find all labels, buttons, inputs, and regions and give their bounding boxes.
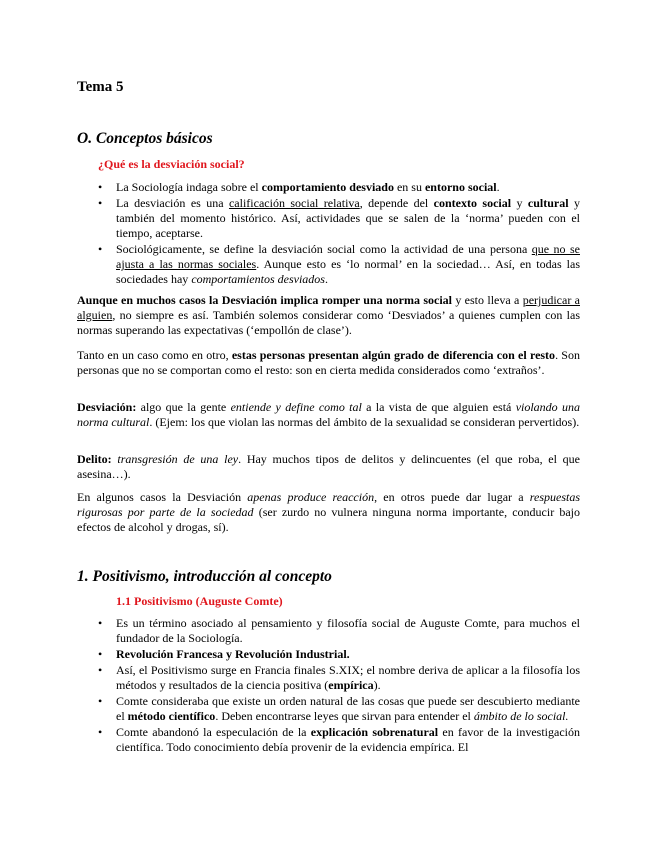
bullet-icon: • bbox=[98, 616, 103, 630]
bullet-list-positivismo bbox=[95, 616, 580, 756]
paragraph-reaccion: En algunos casos la Desviación apenas produce reacción, en otros puede dar lugar a respuestas rigurosas por parte de la sociedad (ser zurdo no vulnera ninguna norma importante, conducir bajo efectos de alcohol y drogas, sí). bbox=[77, 490, 580, 534]
page-title: Tema 5 bbox=[77, 79, 124, 95]
list-item: • La desviación es una calificación social relativa, depende del contexto social y cultural y también del momento histórico. Así, actividades que se salen de la ‘norma’ pueden con el tiempo, aceptarse. bbox=[98, 196, 581, 240]
section-heading-positivismo: 1. Positivismo, introducción al concepto bbox=[77, 568, 332, 585]
list-item: • Revolución Francesa y Revolución Industrial. bbox=[98, 647, 350, 661]
paragraph-desviacion-def: Desviación: algo que la gente entiende y define como tal a la vista de que alguien está violando una norma cultural. (Ejem: los que violan las normas del ámbito de la sexualidad se consideran pervertidos). bbox=[77, 400, 581, 429]
section-heading-conceptos: O. Conceptos básicos bbox=[77, 130, 213, 147]
bullet-icon: • bbox=[98, 242, 103, 256]
bullet-icon: • bbox=[98, 694, 103, 708]
subheading-desviacion: ¿Qué es la desviación social? bbox=[98, 157, 245, 171]
list-item: • Es un término asociado al pensamiento y filosofía social de Auguste Comte, para muchos el fundador de la Sociología. bbox=[98, 616, 580, 645]
list-item: • Así, el Positivismo surge en Francia finales S.XIX; el nombre deriva de aplicar a la filosofía los métodos y resultados de la ciencia positiva (empírica). bbox=[98, 663, 580, 692]
bullet-icon: • bbox=[98, 725, 103, 739]
paragraph-delito-def: Delito: transgresión de una ley. Hay muchos tipos de delitos y delincuentes (el que roba, el que asesina…). bbox=[77, 452, 580, 481]
bullet-icon: • bbox=[98, 196, 103, 210]
bullet-icon: • bbox=[98, 180, 103, 194]
subheading-positivismo: 1.1 Positivismo (Auguste Comte) bbox=[116, 594, 283, 608]
list-item: • Sociológicamente, se define la desviación social como la actividad de una persona que no se ajusta a las normas sociales. Aunque esto es ‘lo normal’ en la sociedad… Así, en todas las sociedades hay comportamientos desviados. bbox=[98, 242, 581, 286]
bullet-list-desviacion bbox=[95, 180, 580, 288]
list-item: • Comte abandonó la especulación de la explicación sobrenatural en favor de la investigación científica. Todo conocimiento debía provenir de la evidencia empírica. El bbox=[98, 725, 580, 754]
list-item: • Comte consideraba que existe un orden natural de las cosas que puede ser descubierto mediante el método científico. Deben encontrarse leyes que sirvan para entender el ámbito de lo social. bbox=[98, 694, 580, 723]
bullet-icon: • bbox=[98, 663, 103, 677]
bullet-icon: • bbox=[98, 647, 103, 661]
paragraph-tanto: Tanto en un caso como en otro, estas personas presentan algún grado de diferencia con el resto. Son personas que no se comportan como el resto: son en cierta medida considerados como ‘extraños’. bbox=[77, 348, 580, 377]
list-item: • La Sociología indaga sobre el comportamiento desviado en su entorno social. bbox=[98, 180, 500, 194]
paragraph-aunque: Aunque en muchos casos la Desviación implica romper una norma social y esto lleva a perjudicar a alguien, no siempre es así. También solemos considerar como ‘Desviados’ a quienes cumplen con las normas superando las expectativas (‘empollón de clase’). bbox=[77, 293, 580, 337]
